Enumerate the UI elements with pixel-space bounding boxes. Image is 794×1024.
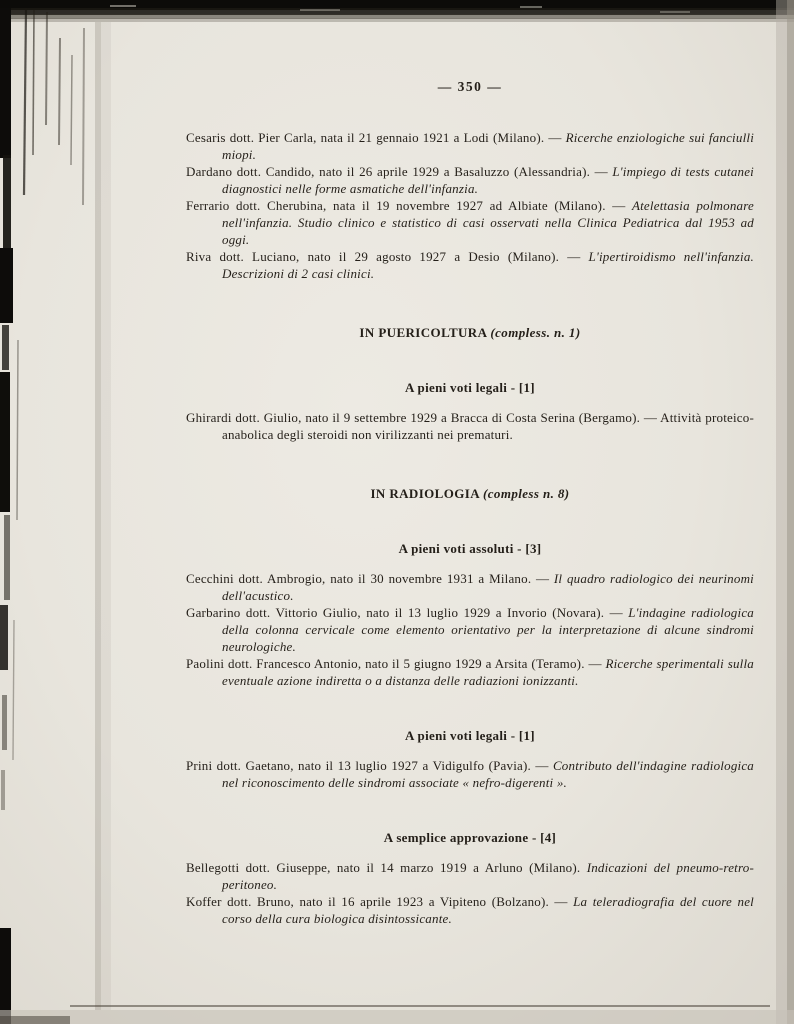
entry-thesis-title: Il quadro radiologico dei neurinomi dell'acustico. [222, 571, 754, 603]
graduate-entry [186, 248, 754, 282]
entry-person: Cecchini dott. Ambrogio, nato il 30 novembre 1931 a Milano. — [186, 571, 554, 586]
entry-person: Ghirardi dott. Giulio, nato il 9 settembre 1929 a Bracca di Costa Serina (Bergamo). — Attività proteico-anabolica degli steroidi non virilizzanti nei prematuri. [186, 410, 754, 442]
entry-person: Prini dott. Gaetano, nato il 13 luglio 1927 a Vidigulfo (Pavia). — [186, 758, 553, 773]
entry-thesis-title: L'indagine radiologica della colonna cervicale come elemento orientativo per la interpretazione di alcune sindromi neurologiche. [222, 605, 754, 654]
entry-person: Riva dott. Luciano, nato il 29 agosto 1927 a Desio (Milano). — [186, 249, 589, 264]
entry-thesis-title: L'ipertiroidismo nell'infanzia. Descrizioni di 2 casi clinici. [222, 249, 755, 281]
graduate-entry [186, 409, 754, 443]
entry-list [186, 570, 754, 689]
section-heading-puericoltura [186, 324, 754, 341]
entry-person: Bellegotti dott. Giuseppe, nato il 14 marzo 1919 a Arluno (Milano). [186, 860, 587, 875]
page-number: — 350 — [437, 79, 503, 94]
entry-list [186, 859, 754, 927]
graduate-entry [186, 655, 754, 689]
graduate-entry [186, 163, 754, 197]
graduate-entry [186, 859, 754, 893]
entry-person: Paolini dott. Francesco Antonio, nato il 5 giugno 1929 a Arsita (Teramo). — [186, 656, 606, 671]
subheading-grade: A semplice approvazione - [4] [383, 830, 557, 845]
graduate-entry [186, 197, 754, 248]
entry-person: Cesaris dott. Pier Carla, nata il 21 gennaio 1921 a Lodi (Milano). — [186, 130, 566, 145]
subheading-grade: A pieni voti legali - [1] [405, 728, 535, 743]
entry-thesis-title: Ricerche enziologiche sui fanciulli miopi. [222, 130, 754, 162]
section-heading-note: (compless. n. 1) [490, 325, 581, 340]
subheading-grade: A pieni voti assoluti - [3] [398, 541, 542, 556]
entry-thesis-title: Ricerche sperimentali sulla eventuale azione indiretta o a distanza delle radiazioni ionizzanti. [222, 656, 754, 688]
entry-list [186, 409, 754, 443]
section-heading-radiologia [186, 485, 754, 502]
entry-thesis-title: Contributo dell'indagine radiologica nel riconoscimento delle sindromi associate « nefro-digerenti ». [222, 758, 754, 790]
graduate-entry [186, 570, 754, 604]
graduate-entry [186, 757, 754, 791]
entry-thesis-title: L'impiego di tests cutanei diagnostici nelle forme asmatiche dell'infanzia. [222, 164, 754, 196]
entry-thesis-title: La teleradiografia del cuore nel corso della cura biologica disintossicante. [222, 894, 754, 926]
graduate-entry [186, 893, 754, 927]
entry-person: Koffer dott. Bruno, nato il 16 aprile 1923 a Vipiteno (Bolzano). — [186, 894, 574, 909]
entry-person: Ferrario dott. Cherubina, nata il 19 novembre 1927 ad Albiate (Milano). — [186, 198, 632, 213]
page-content [186, 0, 754, 927]
graduate-entry [186, 129, 754, 163]
section-heading-text: IN RADIOLOGIA [370, 486, 481, 501]
entry-thesis-title: Atelettasia polmonare nell'infanzia. Studio clinico e statistico di casi osservati nella Clinica Pediatrica dal 1953 ad oggi. [222, 198, 754, 247]
entry-list-top [186, 129, 754, 282]
subheading-grade: A pieni voti legali - [1] [405, 380, 535, 395]
entry-person: Garbarino dott. Vittorio Giulio, nato il 13 luglio 1929 a Invorio (Novara). — [186, 605, 629, 620]
entry-thesis-title: Indicazioni del pneumo-retro-peritoneo. [222, 860, 754, 892]
graduate-entry [186, 604, 754, 655]
entry-person: Dardano dott. Candido, nato il 26 aprile 1929 a Basaluzzo (Alessandria). — [186, 164, 613, 179]
section-heading-text: IN PUERICOLTURA [359, 325, 488, 340]
section-heading-note: (compless n. 8) [483, 486, 570, 501]
entry-list [186, 757, 754, 791]
